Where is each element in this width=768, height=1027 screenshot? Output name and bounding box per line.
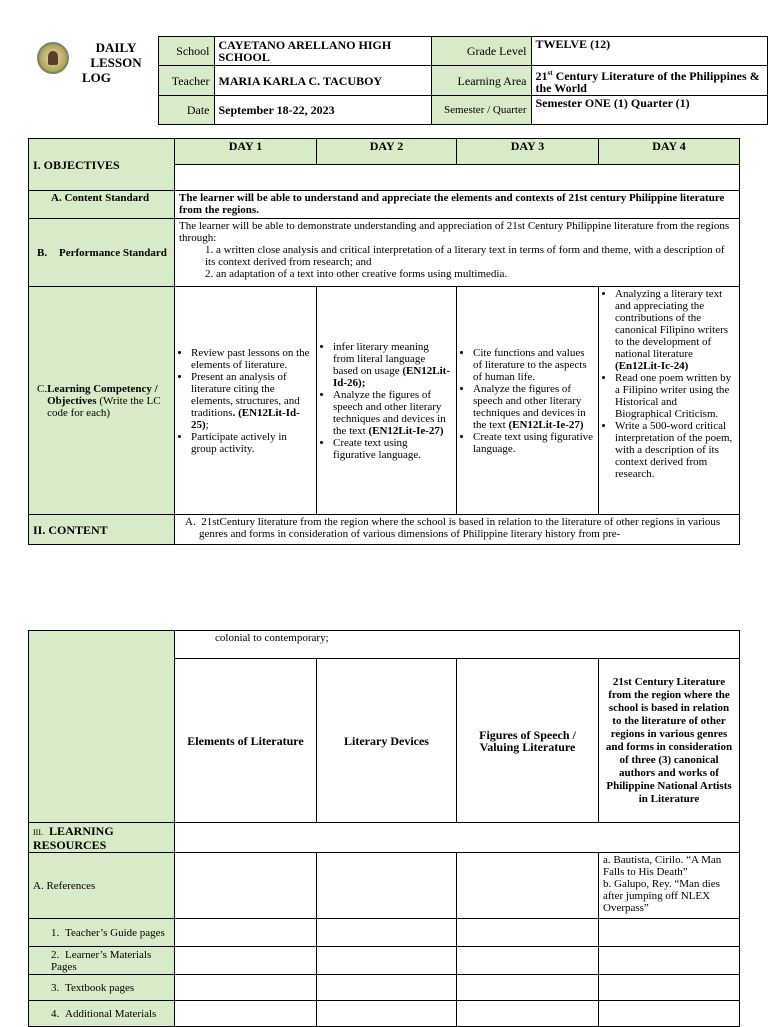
- title-block: [28, 37, 158, 125]
- grade-value: TWELVE (12): [531, 37, 767, 66]
- teacher-value: MARIA KARLA C. TACUBOY: [214, 66, 431, 96]
- day3-topic: Figures of Speech / Valuing Literature: [457, 659, 599, 823]
- date-value: September 18-22, 2023: [214, 96, 431, 125]
- objectives-label: I. OBJECTIVES: [29, 139, 175, 191]
- semester-value: Semester ONE (1) Quarter (1): [531, 96, 767, 125]
- area-value: 21st Century Literature of the Philippines & the World: [531, 66, 767, 96]
- performance-standard-text: The learner will be able to demonstrate understanding and appreciation of 21st Century Philippine literature from the regions through: 1. a written close analysis and critical interpretation of a literary text in terms of form and theme, with a description of its context derived from research; and 2. an adaptation of a text into other creative forms using multimedia.: [175, 219, 740, 287]
- learners-materials-label: 2. Learner’s Materials Pages: [29, 947, 175, 975]
- day3-header: DAY 3: [457, 139, 599, 165]
- additional-materials-day2: [317, 1001, 457, 1027]
- additional-materials-day1: [175, 1001, 317, 1027]
- day2-competencies: • infer literary meaning from literal language based on usage (EN12Lit-Id-26); • Analyze the figures of speech and other literary techniques and devices in the text (EN12Lit-Ie-27) • Create text using figurative language.: [317, 287, 457, 515]
- day1-topic: Elements of Literature: [175, 659, 317, 823]
- additional-materials-label: 4. Additional Materials: [29, 1001, 175, 1027]
- references-day2: [317, 853, 457, 919]
- textbook-pages-day4: [599, 975, 740, 1001]
- content-standard-text: The learner will be able to understand and appreciate the elements and contexts of 21st century Philippine literature from the regions.: [175, 191, 740, 219]
- textbook-pages-label: 3. Textbook pages: [29, 975, 175, 1001]
- textbook-pages-day1: [175, 975, 317, 1001]
- objectives-blank: [175, 165, 740, 191]
- teachers-guide-day4: [599, 919, 740, 947]
- school-label: School: [158, 37, 214, 66]
- content-label: II. CONTENT: [29, 515, 175, 545]
- content-continued-label: [29, 631, 175, 823]
- references-label: A. References: [29, 853, 175, 919]
- references-day4: a. Bautista, Cirilo. “A Man Falls to His Death” b. Galupo, Rey. “Man dies after jumping off NLEX Overpass”: [599, 853, 740, 919]
- document-title: DAILY LESSON LOG: [82, 39, 142, 85]
- date-label: Date: [158, 96, 214, 125]
- lesson-table-part1: [28, 138, 740, 545]
- textbook-pages-day2: [317, 975, 457, 1001]
- lesson-table-part2: [28, 630, 740, 1027]
- grade-label: Grade Level: [431, 37, 531, 66]
- learners-materials-day2: [317, 947, 457, 975]
- day4-topic: 21st Century Literature from the region where the school is based in relation to the literature of other regions in various genres and forms in consideration of three (3) canonical authors and works of Philippine National Artists in Literature: [599, 659, 740, 823]
- day2-header: DAY 2: [317, 139, 457, 165]
- semester-label: Semester / Quarter: [431, 96, 531, 125]
- teachers-guide-day2: [317, 919, 457, 947]
- area-label: Learning Area: [431, 66, 531, 96]
- school-value: CAYETANO ARELLANO HIGH SCHOOL: [214, 37, 431, 66]
- learners-materials-day3: [457, 947, 599, 975]
- learning-competency-label: C. Learning Competency / Objectives (Write the LC code for each): [29, 287, 175, 515]
- teachers-guide-day3: [457, 919, 599, 947]
- day2-topic: Literary Devices: [317, 659, 457, 823]
- content-text-part2: colonial to contemporary;: [175, 631, 740, 659]
- content-text-part1: A. 21stCentury literature from the region where the school is based in relation to the literature of other regions in various genres and forms in consideration of various dimensions of Philippine literary history from pre-: [175, 515, 740, 545]
- additional-materials-day4: [599, 1001, 740, 1027]
- day1-header: DAY 1: [175, 139, 317, 165]
- day3-competencies: • Cite functions and values of literature to the aspects of human life. • Analyze the figures of speech and other literary techniques and devices in the text (EN12Lit-Ie-27) • Create text using figurative language.: [457, 287, 599, 515]
- day1-competencies: • Review past lessons on the elements of literature. • Present an analysis of literature citing the elements, structures, and traditions. (EN12Lit-Id-25); • Participate actively in group activity.: [175, 287, 317, 515]
- header-table: [28, 36, 768, 125]
- teacher-label: Teacher: [158, 66, 214, 96]
- learners-materials-day1: [175, 947, 317, 975]
- performance-standard-label: B. Performance Standard: [29, 219, 175, 287]
- learners-materials-day4: [599, 947, 740, 975]
- day4-header: DAY 4: [599, 139, 740, 165]
- references-day3: [457, 853, 599, 919]
- teachers-guide-label: 1. Teacher’s Guide pages: [29, 919, 175, 947]
- school-seal-icon: [37, 42, 69, 74]
- resources-blank: [175, 823, 740, 853]
- content-standard-label: A. Content Standard: [29, 191, 175, 219]
- additional-materials-day3: [457, 1001, 599, 1027]
- teachers-guide-day1: [175, 919, 317, 947]
- learning-resources-label: III. LEARNING RESOURCES: [29, 823, 175, 853]
- textbook-pages-day3: [457, 975, 599, 1001]
- day4-competencies: • Analyzing a literary text and appreciating the contributions of the canonical Filipino writers to the development of national literature (En12Lit-Ic-24) • Read one poem written by a Filipino writer using the Historical and Biographical Criticism. • Write a 500-word critical interpretation of the poem, with a description of its context derived from research.: [599, 287, 740, 515]
- references-day1: [175, 853, 317, 919]
